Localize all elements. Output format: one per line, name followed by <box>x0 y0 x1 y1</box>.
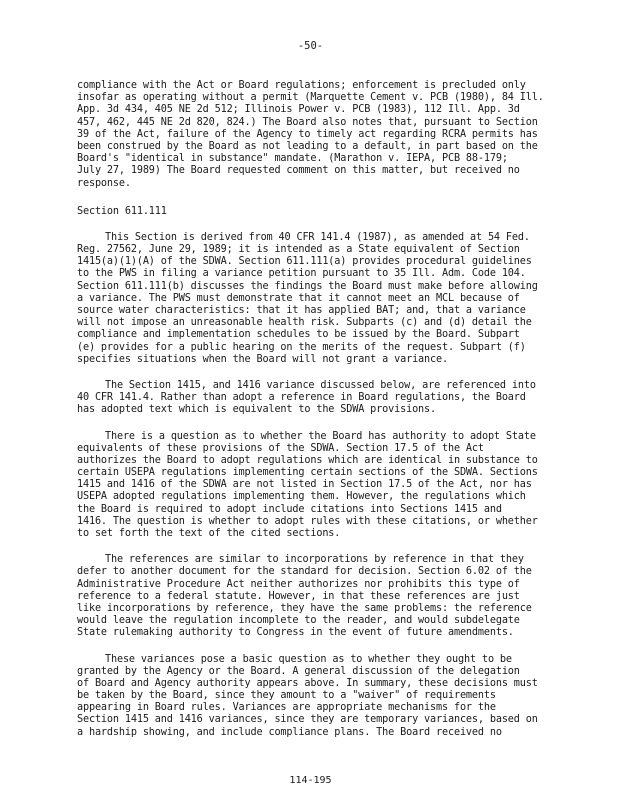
text-line: Reg. 27562, June 29, 1989; it is intended as a State equivalent of Section <box>77 244 520 256</box>
text-line: compliance with the Act or Board regulations; enforcement is precluded only <box>77 80 526 91</box>
document-body <box>77 80 553 739</box>
paragraph-agency-or-board <box>77 654 553 739</box>
text-line: specifies situations when the Board will not grant a variance. <box>77 353 448 365</box>
text-line: has adopted text which is equivalent to the SDWA provisions. <box>77 404 437 416</box>
text-line: 1415(a)(1)(A) of the SDWA. Section 611.111(a) provides procedural guidelines <box>77 256 532 268</box>
text-line: The Section 1415, and 1416 variance discussed below, are referenced into <box>105 379 536 391</box>
text-line: source water characteristics: that it has applied BAT; and, that a variance <box>77 305 526 316</box>
text-line: of Board and Agency authority appears above. In summary, these decisions must <box>77 677 538 689</box>
text-line: equivalents of these provisions of the SDWA. Section 17.5 of the Act <box>77 442 484 454</box>
text-line: This Section is derived from 40 CFR 141.4 (1987), as amended at 54 Fed. <box>105 231 530 243</box>
text-line: authorizes the Board to adopt regulations which are identical in substance to <box>77 454 538 466</box>
text-line: to the PWS in filing a variance petition pursuant to 35 Ill. Adm. Code 104. <box>77 268 526 280</box>
text-line: (e) provides for a public hearing on the merits of the request. Subpart (f) <box>77 341 526 353</box>
text-line: USEPA adopted regulations implementing them. However, the regulations which <box>77 491 526 503</box>
text-line: Board's "identical in substance" mandate. (Marathon v. IEPA, PCB 88-179; <box>77 153 508 165</box>
text-line: defer to another document for the standard for decision. Section 6.02 of the <box>77 566 532 578</box>
text-line: These variances pose a basic question as to whether they ought to be <box>105 653 512 665</box>
text-line: There is a question as to whether the Board has authority to adopt State <box>105 430 536 442</box>
paragraph-authority-question <box>77 431 553 541</box>
footer-page-number: 114-195 <box>289 775 332 786</box>
text-line: certain USEPA regulations implementing certain sections of the SDWA. Sections <box>77 467 538 479</box>
text-line: 40 CFR 141.4. Rather than adopt a reference in Board regulations, the Board <box>77 392 526 404</box>
text-line: like incorporations by reference, they have the same problems: the reference <box>77 602 532 614</box>
text-line: been construed by the Board as not leading to a default, in part based on the <box>77 140 538 152</box>
text-line: App. 3d 434, 405 NE 2d 512; Illinois Power v. PCB (1983), 112 Ill. App. 3d <box>77 104 520 116</box>
section-heading: Section 611.111 <box>77 205 167 217</box>
text-line: a hardship showing, and include compliance plans. The Board received no <box>77 726 502 738</box>
text-line: Section 611.111(b) discusses the findings the Board must make before allowing <box>77 280 538 292</box>
text-line: 1415 and 1416 of the SDWA are not listed in Section 17.5 of the Act, nor has <box>77 479 532 491</box>
text-line: 39 of the Act, failure of the Agency to timely act regarding RCRA permits has <box>77 128 538 140</box>
text-line: compliance and implementation schedules to be issued by the Board. Subpart <box>77 329 520 341</box>
paragraph-variance-reference <box>77 380 553 417</box>
text-line: be taken by the Board, since they amount to a "waiver" of requirements <box>77 690 496 702</box>
text-line: insofar as operating without a permit (Marquette Cement v. PCB (1980), 84 Ill. <box>77 92 544 104</box>
text-line: granted by the Agency or the Board. A general discussion of the delegation <box>77 665 520 677</box>
text-line: appearing in Board rules. Variances are appropriate mechanisms for the <box>77 702 496 714</box>
text-line: 457, 462, 445 NE 2d 820, 824.) The Board also notes that, pursuant to Section <box>77 116 538 128</box>
text-line: Section 1415 and 1416 variances, since they are temporary variances, based on <box>77 714 538 726</box>
paragraph-continuation <box>77 80 553 190</box>
paragraph-incorporation-by-reference <box>77 554 553 639</box>
text-line: response. <box>77 177 131 189</box>
text-line: to set forth the text of the cited sections. <box>77 528 341 539</box>
text-line: Administrative Procedure Act neither authorizes nor prohibits this type of <box>77 578 520 590</box>
text-line: State rulemaking authority to Congress in the event of future amendments. <box>77 627 514 639</box>
text-line: July 27, 1989) The Board requested comment on this matter, but received no <box>77 165 520 177</box>
text-line: reference to a federal statute. However, in that these references are just <box>77 590 520 602</box>
text-line: would leave the regulation incomplete to the reader, and would subdelegate <box>77 615 520 627</box>
paragraph-section-description <box>77 232 553 366</box>
text-line: will not impose an unreasonable health risk. Subparts (c) and (d) detail the <box>77 317 532 329</box>
text-line: The references are similar to incorporations by reference in that they <box>105 554 524 566</box>
text-line: a variance. The PWS must demonstrate that it cannot meet an MCL because of <box>77 292 520 304</box>
text-line: 1416. The question is whether to adopt rules with these citations, or whether <box>77 515 538 527</box>
text-line: the Board is required to adopt include citations into Sections 1415 and <box>77 503 502 515</box>
page-number: -50- <box>297 40 324 52</box>
